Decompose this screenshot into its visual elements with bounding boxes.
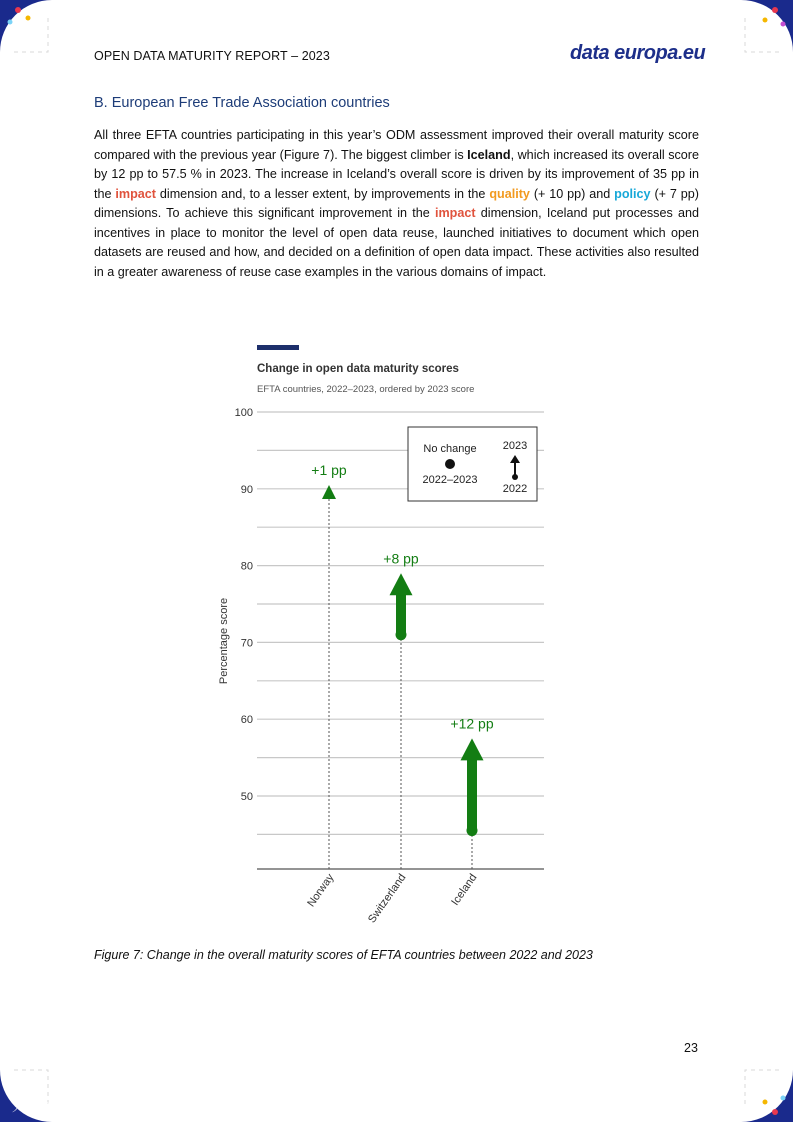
arrow-head [461, 738, 484, 760]
y-tick-label: 70 [240, 637, 253, 650]
report-header: OPEN DATA MATURITY REPORT – 2023 [94, 49, 330, 63]
legend-arrow-base [512, 474, 518, 480]
text-segment: (+ 10 pp) and [529, 186, 615, 201]
arrow-head [322, 485, 336, 499]
keyword-impact-2: impact [434, 206, 476, 220]
arrow-head [390, 573, 413, 595]
change-label: +12 pp [450, 715, 494, 732]
arrow-start-dot [396, 629, 407, 640]
section-title: B. European Free Trade Association countries [94, 95, 390, 111]
text-segment: dimension and, to a lesser extent, by improvements in the [156, 186, 490, 201]
figure-caption: Figure 7: Change in the overall maturity scores of EFTA countries between 2022 and 2023 [94, 948, 593, 962]
chart-subtitle: EFTA countries, 2022–2023, ordered by 2023 score [257, 384, 475, 395]
text-segment: dimension, Iceland put processes and incentives in place to monitor the level of open data reuse, launched initiatives to document which open datasets are reused and how, and decided on a definition of open data impact. These activities also resulted in a greater awareness of reuse case examples in the various domains of impact. [94, 206, 699, 279]
text-segment: All three EFTA countries participating in this year’s ODM assessment improved their overall maturity score compared with the previous year (Figure 7). The biggest climber is [94, 128, 699, 162]
keyword-impact: impact [115, 186, 156, 201]
y-axis-label: Percentage score [218, 597, 230, 685]
legend-year-bottom: 2022 [502, 483, 528, 495]
y-tick-label: 90 [240, 483, 253, 496]
legend-period: 2022–2023 [422, 474, 478, 486]
change-label: +1 pp [311, 461, 347, 478]
y-tick-label: 100 [234, 407, 253, 419]
keyword-policy: policy [614, 186, 651, 201]
chart-accent-bar [257, 345, 299, 350]
page-number: 23 [684, 1041, 698, 1055]
legend-no-change: No change [423, 443, 477, 455]
change-label: +8 pp [383, 550, 419, 567]
keyword-quality: quality [489, 186, 530, 201]
legend-year-top: 2023 [502, 440, 528, 452]
x-tick-label: Iceland [449, 871, 480, 908]
x-tick-label: Switzerland [366, 871, 409, 926]
text-segment: (+ 7 pp) dimensions. To achieve this significant improvement in the [94, 186, 699, 220]
chart-title: Change in open data maturity scores [257, 363, 459, 375]
data-europa-logo[interactable]: data europa.eu [570, 42, 706, 64]
x-tick-label: Norway [305, 871, 337, 910]
y-tick-label: 50 [240, 791, 253, 803]
y-tick-label: 80 [240, 560, 253, 573]
y-tick-label: 60 [240, 714, 253, 727]
iceland-bold: Iceland [467, 147, 511, 162]
text-segment: , which increased its overall score by 12 pp to 57.5 % in 2023. The increase in Iceland’s overall score is driven by its improvement of 35 pp in the [94, 147, 699, 201]
arrow-start-dot [467, 825, 478, 836]
legend-dot [445, 459, 455, 469]
watermark: 大数跨境 [12, 1099, 65, 1114]
